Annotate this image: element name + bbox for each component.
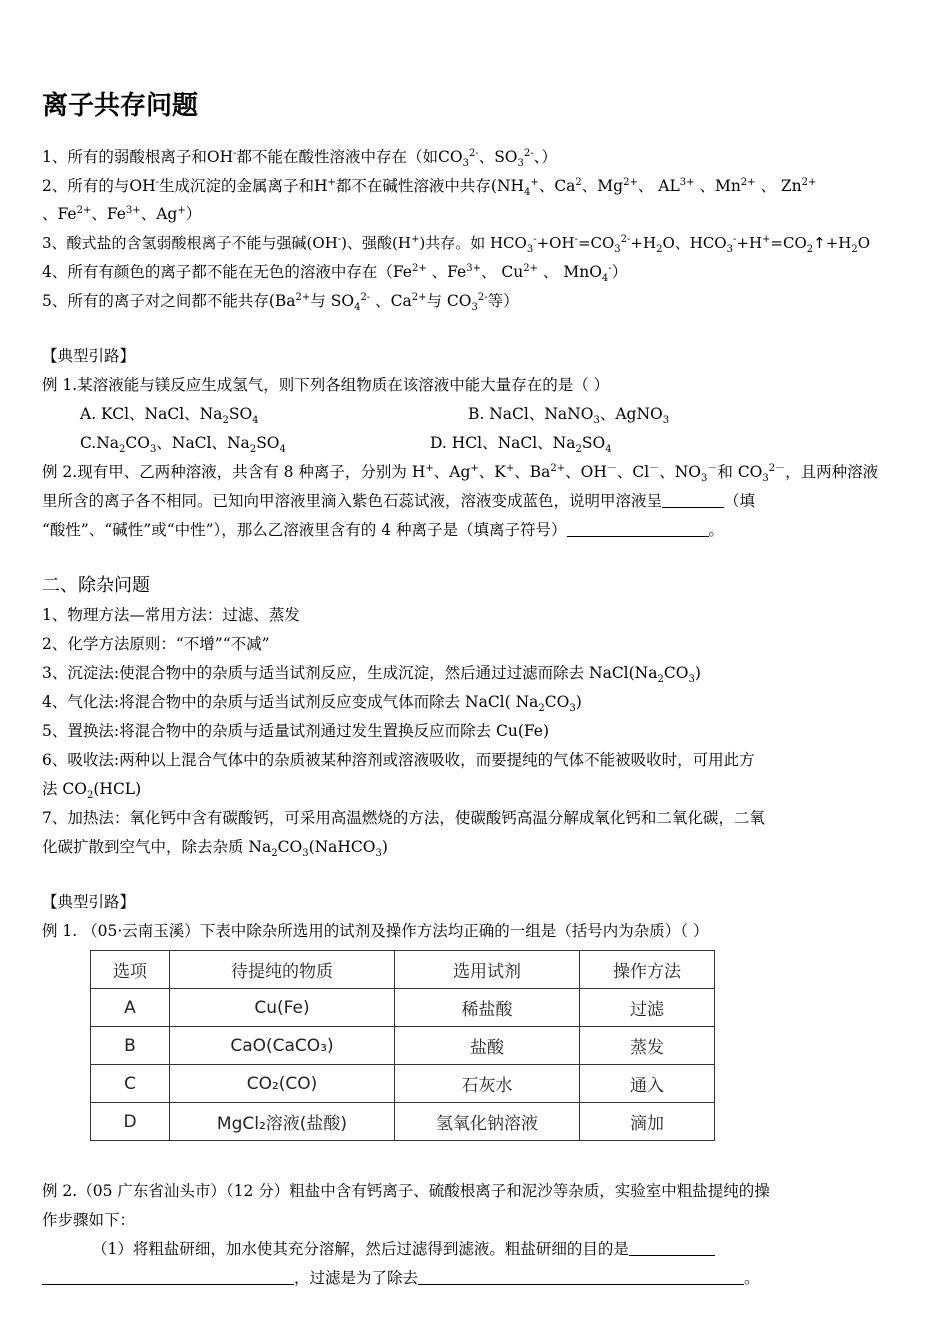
answer-blank-2[interactable] [567, 520, 709, 537]
table-cell: 氢氧化钠溶液 [395, 1103, 580, 1141]
method-1: 1、物理方法—常用方法：过滤、蒸发 [42, 606, 300, 624]
method-2: 2、化学方法原则：“不增”“不减” [42, 635, 270, 653]
typical-heading-1: 【典型引路】 [42, 347, 136, 365]
table-cell: 稀盐酸 [395, 989, 580, 1027]
example-1-question: 例 1.某溶液能与镁反应生成氢气，则下列各组物质在该溶液中能大量存在的是（ ） [42, 376, 610, 394]
answer-blank-3[interactable] [629, 1239, 715, 1256]
rule-1: 1、所有的弱酸根离子和OH-都不能在酸性溶液中存在（如$CO_3^{2-}$、$SO_3^{2-}$、） [42, 147, 557, 170]
example-1-option-a: A. KCl、NaCl、$Na_2SO_4$ [80, 405, 259, 427]
table-cell: CO₂(CO) [170, 1065, 395, 1103]
table-cell: 盐酸 [395, 1027, 580, 1065]
table-cell: 滴加 [580, 1103, 715, 1141]
method-4: 4、气化法:将混合物中的杂质与适当试剂反应变成气体而除去 NaCl( $Na_2CO_3$) [42, 693, 582, 715]
table-header: 操作方法 [580, 951, 715, 989]
example-4-line-1: 例 2.（05 广东省汕头市）（12 分）粗盐中含有钙离子、硫酸根离子和泥沙等杂质，实验室中粗盐提纯的操 [42, 1182, 770, 1200]
rule-2-cont: 、$Fe^{2+}$、$Fe^{3+}$、Ag+） [42, 204, 202, 223]
table-cell: A [91, 989, 170, 1027]
table-cell: 蒸发 [580, 1027, 715, 1065]
method-7-cont: 化碳扩散到空气中，除去杂质 $Na_2CO_3(NaHCO_3)$ [42, 838, 388, 860]
method-6: 6、吸收法:两种以上混合气体中的杂质被某种溶剂或溶液吸收，而要提纯的气体不能被吸收时，可用此方 [42, 751, 755, 769]
table-row [91, 1103, 715, 1141]
table-row [91, 1065, 715, 1103]
table-cell: D [91, 1103, 170, 1141]
table-row [91, 989, 715, 1027]
table-header: 待提纯的物质 [170, 951, 395, 989]
table-cell: C [91, 1065, 170, 1103]
rule-5: 5、所有的离子对之间都不能共存($Ba^{2+}$与 $SO_4^{2-}$ 、$Ca^{2+}$与 $CO_3^{2-}$等） [42, 291, 519, 314]
method-6-cont: 法 $CO_2(HCL)$ [42, 780, 142, 802]
example-4-line-2: 作步骤如下： [42, 1211, 136, 1229]
rule-4: 4、所有有颜色的离子都不能在无色的溶液中存在（$Fe^{2+}$ 、$Fe^{3+}$、 $Cu^{2+}$ 、 MnO$_4$-） [42, 262, 628, 285]
example-2-line-2: 里所含的离子各不相同。已知向甲溶液里滴入紫色石蕊试液，溶液变成蓝色，说明甲溶液呈 （填 [42, 492, 756, 510]
table-cell: CaO(CaCO₃) [170, 1027, 395, 1065]
example-4-line-4: ，过滤是为了除去 。 [42, 1267, 760, 1289]
table-header-row [91, 951, 715, 989]
table-cell: 通入 [580, 1065, 715, 1103]
method-7: 7、加热法：氧化钙中含有碳酸钙，可采用高温燃烧的方法，使碳酸钙高温分解成氧化钙和二氧化碳，二氧 [42, 809, 765, 827]
example-1-option-d: D. HCl、NaCl、$Na_2SO_4$ [430, 434, 612, 456]
example-4-line-3: （1）将粗盐研细，加水使其充分溶解，然后过滤得到滤液。粗盐研细的目的是 [92, 1238, 715, 1260]
table-cell: B [91, 1027, 170, 1065]
method-3: 3、沉淀法:使混合物中的杂质与适当试剂反应，生成沉淀，然后通过过滤而除去 $NaCl(Na_2CO_3)$ [42, 664, 701, 686]
typical-heading-2: 【典型引路】 [42, 893, 136, 911]
purification-table [90, 950, 715, 1141]
answer-blank-4[interactable] [42, 1268, 294, 1285]
table-cell: Cu(Fe) [170, 989, 395, 1027]
table-cell: MgCl₂溶液(盐酸) [170, 1103, 395, 1141]
method-5: 5、置换法:将混合物中的杂质与适量试剂通过发生置换反应而除去 Cu(Fe) [42, 722, 550, 740]
rule-3: 3、酸式盐的含氢弱酸根离子不能与强碱(OH-)、强酸(H+)共存。如 $HCO_3^-+OH^-=CO_3^{2-}+H_2O$、$HCO_3^-+H^+=CO_2↑+H_2O$ [42, 234, 871, 255]
gas-arrow-icon: ↑ [813, 234, 826, 252]
answer-blank-5[interactable] [418, 1268, 744, 1285]
page-title: 离子共存问题 [42, 91, 199, 121]
example-2-line-1: 例 2.现有甲、乙两种溶液，共含有 8 种离子，分别为 H+、Ag+、K+、$Ba^{2+}$、OH－、Cl－、$NO_3^-$和 $CO_3^{2-}$，且两种溶液 [42, 462, 879, 485]
table-row [91, 1027, 715, 1065]
example-3-question: 例 1. （05·云南玉溪）下表中除杂所选用的试剂及操作方法均正确的一组是（括号内为杂质）（ ） [42, 922, 709, 940]
example-1-option-c: $C.Na_2CO_3$、NaCl、$Na_2SO_4$ [80, 434, 286, 456]
rule-2: 2、所有的与OH-生成沉淀的金属离子和H+都不在碱性溶液中共存($NH_4^+$、Ca$^2$、$Mg^{2+}$、 $AL^{3+}$ 、$Mn^{2+}$ 、 $Zn^{2+}$ [42, 176, 817, 199]
example-1-option-b: B. NaCl、NaNO$_3$、AgNO$_3$ [468, 405, 670, 427]
table-cell: 石灰水 [395, 1065, 580, 1103]
section-2-heading: 二、除杂问题 [42, 575, 150, 596]
table-cell: 过滤 [580, 989, 715, 1027]
answer-blank-1[interactable] [662, 491, 724, 508]
table-header: 选项 [91, 951, 170, 989]
table-header: 选用试剂 [395, 951, 580, 989]
example-2-line-3: “酸性”、“碱性”或“中性”），那么乙溶液里含有的 4 种离子是（填离子符号） 。 [42, 521, 725, 539]
